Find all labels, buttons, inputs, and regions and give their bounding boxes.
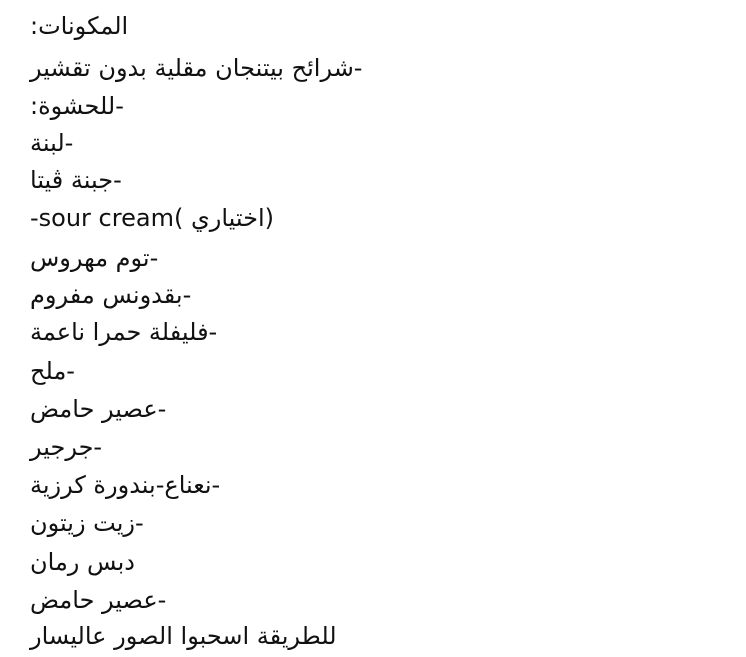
text-line: -فليفلة حمرا ناعمة bbox=[30, 318, 218, 346]
ingredients-heading: المكونات: bbox=[30, 12, 129, 40]
text-line: -توم مهروس bbox=[30, 244, 159, 272]
text-line: -جرجير bbox=[30, 433, 103, 461]
text-line: -لبنة bbox=[30, 129, 74, 157]
text-line: -جبنة ڤيتا bbox=[30, 166, 122, 194]
text-line: -عصير حامض bbox=[30, 586, 167, 614]
text-line: -عصير حامض bbox=[30, 395, 167, 423]
text-line: -شرائح بيتنجان مقلية بدون تقشير bbox=[30, 54, 363, 82]
text-line: -sour cream( اختياري) bbox=[30, 204, 274, 232]
text-line: دبس رمان bbox=[30, 548, 135, 576]
text-line: -للحشوة: bbox=[30, 92, 124, 120]
instructions-note: للطريقة اسحبوا الصور عاليسار bbox=[30, 622, 337, 650]
text-line: -زيت زيتون bbox=[30, 509, 144, 537]
text-line: -بقدونس مفروم bbox=[30, 281, 192, 309]
text-line: -نعناع-بندورة كرزية bbox=[30, 471, 221, 499]
text-line: -ملح bbox=[30, 357, 75, 385]
